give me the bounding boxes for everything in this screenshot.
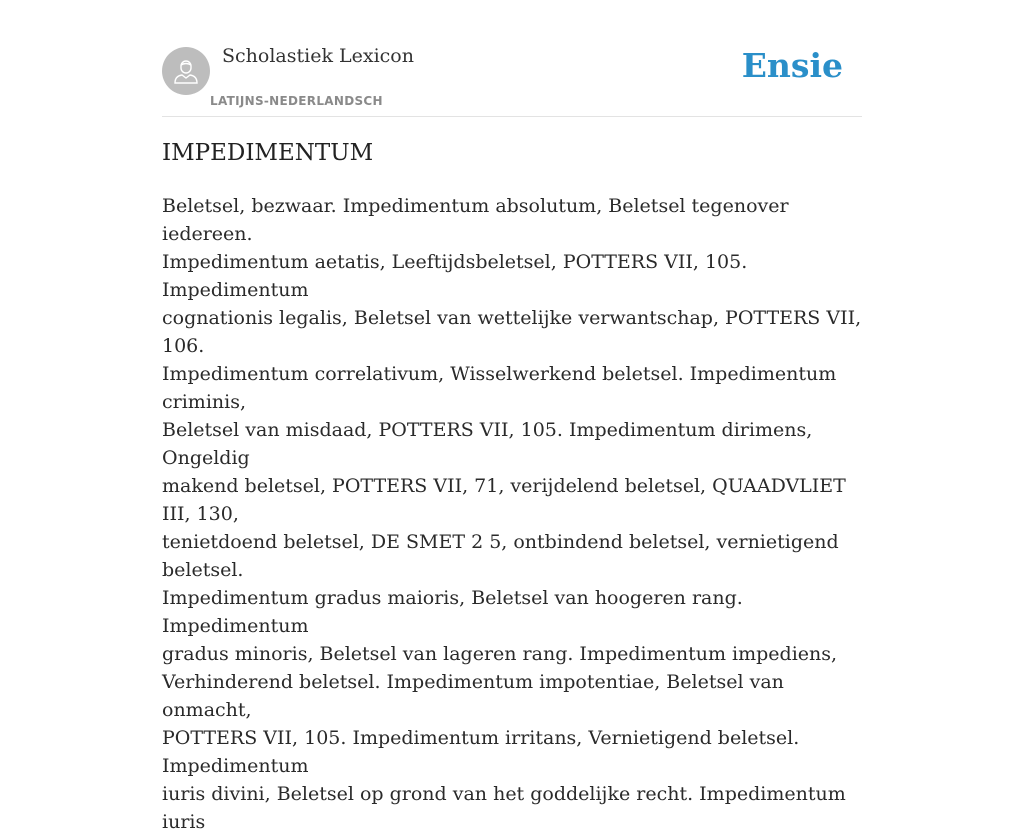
brand-logo[interactable]: Ensie xyxy=(741,46,843,85)
entry-term: IMPEDIMENTUM xyxy=(162,140,374,166)
avatar[interactable] xyxy=(162,47,210,95)
user-icon xyxy=(171,56,201,86)
entry-card xyxy=(162,0,862,833)
entry-header xyxy=(162,0,862,117)
source-subtitle: LATIJNS-NEDERLANDSCH xyxy=(210,94,383,108)
entry-definition: Beletsel, bezwaar. Impedimentum absolutum, Beletsel tegenover iedereen. Impedimentum aetatis, Leeftijdsbeletsel, POTTERS VII, 105. Impedimentum cognationis legalis, Beletsel van wettelijke verwantschap, POTTERS VII, 106. Impedimentum correlativum, Wisselwerkend beletsel. Impedimentum criminis, Beletsel van misdaad, POTTERS VII, 105. Impedimentum dirimens, Ongeldig makend beletsel, POTTERS VII, 71, verijdelend beletsel, QUAADVLIET III, 130, tenietdoend beletsel, DE SMET 2 5, ontbindend beletsel, vernietigend beletsel. Impedimentum gradus maioris, Beletsel van hoogeren rang. Impedimentum gradus minoris, Beletsel van lageren rang. Impedimentum impediens, Verhinderend beletsel. Impedimentum impotentiae, Beletsel van onmacht, POTTERS VII, 105. Impedimentum irritans, Vernietigend beletsel. Impedimentum iuris divini, Beletsel op grond van het goddelijke recht. Impedimentum iuris xyxy=(162,195,862,833)
source-title-link[interactable]: Scholastiek Lexicon xyxy=(222,45,414,67)
